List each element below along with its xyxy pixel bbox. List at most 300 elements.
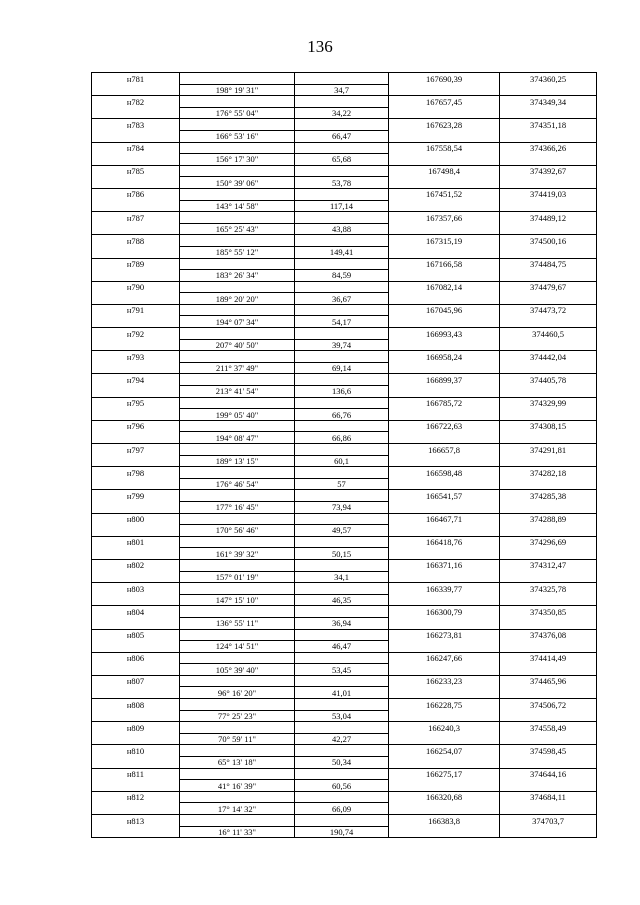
x-coordinate-cell: 166371,16 bbox=[389, 559, 500, 571]
segment-row bbox=[92, 130, 597, 142]
direction-angle-cell: 194° 07' 34" bbox=[180, 316, 295, 328]
segment-row bbox=[92, 177, 597, 189]
x-coordinate-cell: 166958,24 bbox=[389, 351, 500, 363]
point-row bbox=[92, 304, 597, 316]
point-cell-continued bbox=[92, 548, 180, 560]
direction-angle-cell: 124° 14' 51" bbox=[180, 641, 295, 653]
distance-cell: 42,27 bbox=[295, 733, 389, 745]
point-cell-continued bbox=[92, 316, 180, 328]
x-coordinate-cell: 166418,76 bbox=[389, 536, 500, 548]
angle-cell-empty bbox=[180, 513, 295, 525]
y-cell-continued bbox=[500, 246, 597, 258]
y-coordinate-cell: 374414,49 bbox=[500, 652, 597, 664]
point-name-cell: н787 bbox=[92, 212, 180, 224]
segment-row bbox=[92, 200, 597, 212]
x-cell-continued bbox=[389, 177, 500, 189]
y-coordinate-cell: 374296,69 bbox=[500, 536, 597, 548]
y-cell-continued bbox=[500, 293, 597, 305]
angle-cell-empty bbox=[180, 165, 295, 177]
x-cell-continued bbox=[389, 757, 500, 769]
x-cell-continued bbox=[389, 107, 500, 119]
x-coordinate-cell: 167045,96 bbox=[389, 304, 500, 316]
point-row bbox=[92, 235, 597, 247]
point-row bbox=[92, 606, 597, 618]
point-row bbox=[92, 212, 597, 224]
point-row bbox=[92, 119, 597, 131]
x-cell-continued bbox=[389, 617, 500, 629]
point-cell-continued bbox=[92, 246, 180, 258]
distance-cell-empty bbox=[295, 559, 389, 571]
y-coordinate-cell: 374376,08 bbox=[500, 629, 597, 641]
distance-cell-empty bbox=[295, 258, 389, 270]
distance-cell-empty bbox=[295, 583, 389, 595]
point-name-cell: н812 bbox=[92, 791, 180, 803]
distance-cell: 46,47 bbox=[295, 641, 389, 653]
y-cell-continued bbox=[500, 339, 597, 351]
point-cell-continued bbox=[92, 362, 180, 374]
direction-angle-cell: 16° 11' 33" bbox=[180, 826, 295, 838]
distance-cell: 66,76 bbox=[295, 409, 389, 421]
point-cell-continued bbox=[92, 617, 180, 629]
direction-angle-cell: 170° 56' 46" bbox=[180, 525, 295, 537]
point-name-cell: н783 bbox=[92, 119, 180, 131]
point-name-cell: н804 bbox=[92, 606, 180, 618]
angle-cell-empty bbox=[180, 791, 295, 803]
segment-row bbox=[92, 501, 597, 513]
point-cell-continued bbox=[92, 710, 180, 722]
y-cell-continued bbox=[500, 687, 597, 699]
angle-cell-empty bbox=[180, 258, 295, 270]
point-name-cell: н795 bbox=[92, 397, 180, 409]
point-cell-continued bbox=[92, 177, 180, 189]
distance-cell-empty bbox=[295, 652, 389, 664]
y-coordinate-cell: 374392,67 bbox=[500, 165, 597, 177]
direction-angle-cell: 150° 39' 06" bbox=[180, 177, 295, 189]
direction-angle-cell: 194° 08' 47" bbox=[180, 432, 295, 444]
x-coordinate-cell: 166275,17 bbox=[389, 768, 500, 780]
point-row bbox=[92, 73, 597, 85]
y-coordinate-cell: 374465,96 bbox=[500, 675, 597, 687]
distance-cell-empty bbox=[295, 420, 389, 432]
x-coordinate-cell: 166240,3 bbox=[389, 722, 500, 734]
x-coordinate-cell: 167623,28 bbox=[389, 119, 500, 131]
x-coordinate-cell: 166254,07 bbox=[389, 745, 500, 757]
direction-angle-cell: 189° 13' 15" bbox=[180, 455, 295, 467]
angle-cell-empty bbox=[180, 444, 295, 456]
x-coordinate-cell: 166233,23 bbox=[389, 675, 500, 687]
segment-row bbox=[92, 84, 597, 96]
distance-cell-empty bbox=[295, 699, 389, 711]
angle-cell-empty bbox=[180, 304, 295, 316]
x-coordinate-cell: 166247,66 bbox=[389, 652, 500, 664]
point-name-cell: н806 bbox=[92, 652, 180, 664]
point-name-cell: н789 bbox=[92, 258, 180, 270]
y-coordinate-cell: 374350,85 bbox=[500, 606, 597, 618]
segment-row bbox=[92, 223, 597, 235]
x-cell-continued bbox=[389, 780, 500, 792]
segment-row bbox=[92, 154, 597, 166]
angle-cell-empty bbox=[180, 559, 295, 571]
point-name-cell: н808 bbox=[92, 699, 180, 711]
segment-row bbox=[92, 293, 597, 305]
direction-angle-cell: 183° 26' 34" bbox=[180, 270, 295, 282]
y-cell-continued bbox=[500, 780, 597, 792]
segment-row bbox=[92, 571, 597, 583]
x-cell-continued bbox=[389, 803, 500, 815]
point-cell-continued bbox=[92, 757, 180, 769]
distance-cell-empty bbox=[295, 629, 389, 641]
y-cell-continued bbox=[500, 432, 597, 444]
point-cell-continued bbox=[92, 733, 180, 745]
angle-cell-empty bbox=[180, 420, 295, 432]
x-coordinate-cell: 167657,45 bbox=[389, 96, 500, 108]
direction-angle-cell: 176° 46' 54" bbox=[180, 478, 295, 490]
point-row bbox=[92, 258, 597, 270]
x-coordinate-cell: 166993,43 bbox=[389, 328, 500, 340]
angle-cell-empty bbox=[180, 815, 295, 827]
distance-cell-empty bbox=[295, 791, 389, 803]
distance-cell-empty bbox=[295, 142, 389, 154]
y-cell-continued bbox=[500, 478, 597, 490]
point-name-cell: н807 bbox=[92, 675, 180, 687]
distance-cell: 117,14 bbox=[295, 200, 389, 212]
y-cell-continued bbox=[500, 270, 597, 282]
direction-angle-cell: 17° 14' 32" bbox=[180, 803, 295, 815]
x-coordinate-cell: 167451,52 bbox=[389, 188, 500, 200]
distance-cell-empty bbox=[295, 212, 389, 224]
direction-angle-cell: 143° 14' 58" bbox=[180, 200, 295, 212]
angle-cell-empty bbox=[180, 351, 295, 363]
angle-cell-empty bbox=[180, 768, 295, 780]
y-cell-continued bbox=[500, 386, 597, 398]
x-coordinate-cell: 166273,81 bbox=[389, 629, 500, 641]
point-row bbox=[92, 351, 597, 363]
point-row bbox=[92, 142, 597, 154]
x-cell-continued bbox=[389, 571, 500, 583]
x-cell-continued bbox=[389, 316, 500, 328]
y-cell-continued bbox=[500, 617, 597, 629]
segment-row bbox=[92, 641, 597, 653]
point-name-cell: н792 bbox=[92, 328, 180, 340]
point-cell-continued bbox=[92, 84, 180, 96]
y-cell-continued bbox=[500, 641, 597, 653]
y-cell-continued bbox=[500, 177, 597, 189]
point-cell-continued bbox=[92, 803, 180, 815]
x-cell-continued bbox=[389, 386, 500, 398]
segment-row bbox=[92, 432, 597, 444]
point-name-cell: н782 bbox=[92, 96, 180, 108]
point-name-cell: н781 bbox=[92, 73, 180, 85]
y-cell-continued bbox=[500, 757, 597, 769]
point-cell-continued bbox=[92, 571, 180, 583]
distance-cell: 49,57 bbox=[295, 525, 389, 537]
point-row bbox=[92, 652, 597, 664]
y-coordinate-cell: 374349,34 bbox=[500, 96, 597, 108]
y-cell-continued bbox=[500, 316, 597, 328]
angle-cell-empty bbox=[180, 328, 295, 340]
y-cell-continued bbox=[500, 525, 597, 537]
x-coordinate-cell: 167166,58 bbox=[389, 258, 500, 270]
point-name-cell: н802 bbox=[92, 559, 180, 571]
y-cell-continued bbox=[500, 130, 597, 142]
angle-cell-empty bbox=[180, 212, 295, 224]
y-coordinate-cell: 374351,18 bbox=[500, 119, 597, 131]
distance-cell: 43,88 bbox=[295, 223, 389, 235]
x-coordinate-cell: 167498,4 bbox=[389, 165, 500, 177]
distance-cell-empty bbox=[295, 96, 389, 108]
segment-row bbox=[92, 107, 597, 119]
point-row bbox=[92, 815, 597, 827]
point-row bbox=[92, 536, 597, 548]
direction-angle-cell: 189° 20' 20" bbox=[180, 293, 295, 305]
point-cell-continued bbox=[92, 594, 180, 606]
distance-cell: 66,47 bbox=[295, 130, 389, 142]
point-name-cell: н796 bbox=[92, 420, 180, 432]
x-cell-continued bbox=[389, 687, 500, 699]
distance-cell-empty bbox=[295, 745, 389, 757]
point-row bbox=[92, 188, 597, 200]
y-cell-continued bbox=[500, 803, 597, 815]
point-cell-continued bbox=[92, 107, 180, 119]
y-cell-continued bbox=[500, 826, 597, 838]
direction-angle-cell: 65° 13' 18" bbox=[180, 757, 295, 769]
direction-angle-cell: 157° 01' 19" bbox=[180, 571, 295, 583]
segment-row bbox=[92, 246, 597, 258]
x-coordinate-cell: 166320,68 bbox=[389, 791, 500, 803]
angle-cell-empty bbox=[180, 583, 295, 595]
y-coordinate-cell: 374405,78 bbox=[500, 374, 597, 386]
x-cell-continued bbox=[389, 270, 500, 282]
point-name-cell: н811 bbox=[92, 768, 180, 780]
distance-cell: 50,15 bbox=[295, 548, 389, 560]
y-coordinate-cell: 374460,5 bbox=[500, 328, 597, 340]
y-coordinate-cell: 374366,26 bbox=[500, 142, 597, 154]
segment-row bbox=[92, 478, 597, 490]
point-name-cell: н805 bbox=[92, 629, 180, 641]
distance-cell: 53,04 bbox=[295, 710, 389, 722]
y-coordinate-cell: 374644,16 bbox=[500, 768, 597, 780]
point-row bbox=[92, 490, 597, 502]
direction-angle-cell: 185° 55' 12" bbox=[180, 246, 295, 258]
angle-cell-empty bbox=[180, 606, 295, 618]
x-cell-continued bbox=[389, 339, 500, 351]
distance-cell-empty bbox=[295, 606, 389, 618]
point-name-cell: н788 bbox=[92, 235, 180, 247]
y-cell-continued bbox=[500, 455, 597, 467]
x-coordinate-cell: 166785,72 bbox=[389, 397, 500, 409]
y-cell-continued bbox=[500, 664, 597, 676]
x-coordinate-cell: 166300,79 bbox=[389, 606, 500, 618]
distance-cell-empty bbox=[295, 328, 389, 340]
direction-angle-cell: 136° 55' 11" bbox=[180, 617, 295, 629]
x-cell-continued bbox=[389, 293, 500, 305]
x-cell-continued bbox=[389, 641, 500, 653]
point-row bbox=[92, 722, 597, 734]
segment-row bbox=[92, 548, 597, 560]
distance-cell: 41,01 bbox=[295, 687, 389, 699]
direction-angle-cell: 177° 16' 45" bbox=[180, 501, 295, 513]
segment-row bbox=[92, 826, 597, 838]
distance-cell-empty bbox=[295, 490, 389, 502]
distance-cell: 65,68 bbox=[295, 154, 389, 166]
distance-cell: 136,6 bbox=[295, 386, 389, 398]
distance-cell: 36,94 bbox=[295, 617, 389, 629]
x-cell-continued bbox=[389, 362, 500, 374]
distance-cell-empty bbox=[295, 675, 389, 687]
x-coordinate-cell: 166383,8 bbox=[389, 815, 500, 827]
angle-cell-empty bbox=[180, 397, 295, 409]
x-cell-continued bbox=[389, 154, 500, 166]
y-coordinate-cell: 374703,7 bbox=[500, 815, 597, 827]
y-coordinate-cell: 374291,81 bbox=[500, 444, 597, 456]
angle-cell-empty bbox=[180, 188, 295, 200]
point-row bbox=[92, 420, 597, 432]
distance-cell-empty bbox=[295, 397, 389, 409]
point-cell-continued bbox=[92, 386, 180, 398]
angle-cell-empty bbox=[180, 119, 295, 131]
point-row bbox=[92, 374, 597, 386]
point-name-cell: н793 bbox=[92, 351, 180, 363]
y-coordinate-cell: 374484,75 bbox=[500, 258, 597, 270]
point-cell-continued bbox=[92, 664, 180, 676]
segment-row bbox=[92, 617, 597, 629]
angle-cell-empty bbox=[180, 699, 295, 711]
point-cell-continued bbox=[92, 154, 180, 166]
segment-row bbox=[92, 386, 597, 398]
point-name-cell: н797 bbox=[92, 444, 180, 456]
x-cell-continued bbox=[389, 826, 500, 838]
coordinates-table bbox=[91, 72, 597, 838]
y-coordinate-cell: 374489,12 bbox=[500, 212, 597, 224]
angle-cell-empty bbox=[180, 745, 295, 757]
distance-cell: 60,56 bbox=[295, 780, 389, 792]
point-cell-continued bbox=[92, 826, 180, 838]
segment-row bbox=[92, 664, 597, 676]
angle-cell-empty bbox=[180, 73, 295, 85]
angle-cell-empty bbox=[180, 652, 295, 664]
distance-cell: 73,94 bbox=[295, 501, 389, 513]
distance-cell-empty bbox=[295, 304, 389, 316]
x-coordinate-cell: 166598,48 bbox=[389, 467, 500, 479]
x-cell-continued bbox=[389, 501, 500, 513]
direction-angle-cell: 147° 15' 10" bbox=[180, 594, 295, 606]
point-cell-continued bbox=[92, 687, 180, 699]
distance-cell-empty bbox=[295, 281, 389, 293]
point-row bbox=[92, 559, 597, 571]
y-cell-continued bbox=[500, 223, 597, 235]
distance-cell-empty bbox=[295, 722, 389, 734]
y-coordinate-cell: 374684,11 bbox=[500, 791, 597, 803]
x-cell-continued bbox=[389, 246, 500, 258]
distance-cell: 190,74 bbox=[295, 826, 389, 838]
distance-cell-empty bbox=[295, 513, 389, 525]
distance-cell: 39,74 bbox=[295, 339, 389, 351]
point-row bbox=[92, 467, 597, 479]
x-coordinate-cell: 167357,66 bbox=[389, 212, 500, 224]
y-cell-continued bbox=[500, 733, 597, 745]
distance-cell: 66,86 bbox=[295, 432, 389, 444]
direction-angle-cell: 70° 59' 11" bbox=[180, 733, 295, 745]
x-cell-continued bbox=[389, 478, 500, 490]
distance-cell-empty bbox=[295, 165, 389, 177]
angle-cell-empty bbox=[180, 536, 295, 548]
distance-cell: 57 bbox=[295, 478, 389, 490]
point-name-cell: н790 bbox=[92, 281, 180, 293]
point-row bbox=[92, 629, 597, 641]
point-row bbox=[92, 96, 597, 108]
y-coordinate-cell: 374308,15 bbox=[500, 420, 597, 432]
y-coordinate-cell: 374558,49 bbox=[500, 722, 597, 734]
segment-row bbox=[92, 455, 597, 467]
point-cell-continued bbox=[92, 223, 180, 235]
segment-row bbox=[92, 316, 597, 328]
angle-cell-empty bbox=[180, 675, 295, 687]
coordinates-table-body bbox=[92, 73, 597, 838]
segment-row bbox=[92, 710, 597, 722]
y-coordinate-cell: 374419,03 bbox=[500, 188, 597, 200]
segment-row bbox=[92, 687, 597, 699]
point-row bbox=[92, 165, 597, 177]
point-name-cell: н810 bbox=[92, 745, 180, 757]
point-cell-continued bbox=[92, 432, 180, 444]
point-name-cell: н803 bbox=[92, 583, 180, 595]
point-name-cell: н794 bbox=[92, 374, 180, 386]
x-coordinate-cell: 167315,19 bbox=[389, 235, 500, 247]
x-coordinate-cell: 166541,57 bbox=[389, 490, 500, 502]
segment-row bbox=[92, 525, 597, 537]
x-coordinate-cell: 167690,39 bbox=[389, 73, 500, 85]
direction-angle-cell: 198° 19' 31" bbox=[180, 84, 295, 96]
direction-angle-cell: 207° 40' 50" bbox=[180, 339, 295, 351]
x-coordinate-cell: 166339,77 bbox=[389, 583, 500, 595]
distance-cell-empty bbox=[295, 815, 389, 827]
x-cell-continued bbox=[389, 710, 500, 722]
direction-angle-cell: 176° 55' 04" bbox=[180, 107, 295, 119]
y-coordinate-cell: 374329,99 bbox=[500, 397, 597, 409]
segment-row bbox=[92, 803, 597, 815]
direction-angle-cell: 161° 39' 32" bbox=[180, 548, 295, 560]
x-cell-continued bbox=[389, 525, 500, 537]
direction-angle-cell: 77° 25' 23" bbox=[180, 710, 295, 722]
y-cell-continued bbox=[500, 84, 597, 96]
x-coordinate-cell: 167558,54 bbox=[389, 142, 500, 154]
distance-cell-empty bbox=[295, 351, 389, 363]
point-row bbox=[92, 281, 597, 293]
point-cell-continued bbox=[92, 501, 180, 513]
segment-row bbox=[92, 339, 597, 351]
y-cell-continued bbox=[500, 710, 597, 722]
distance-cell-empty bbox=[295, 374, 389, 386]
y-cell-continued bbox=[500, 594, 597, 606]
y-cell-continued bbox=[500, 571, 597, 583]
distance-cell: 46,35 bbox=[295, 594, 389, 606]
distance-cell: 69,14 bbox=[295, 362, 389, 374]
segment-row bbox=[92, 594, 597, 606]
y-coordinate-cell: 374442,04 bbox=[500, 351, 597, 363]
angle-cell-empty bbox=[180, 96, 295, 108]
segment-row bbox=[92, 757, 597, 769]
x-coordinate-cell: 166228,75 bbox=[389, 699, 500, 711]
y-cell-continued bbox=[500, 548, 597, 560]
point-name-cell: н784 bbox=[92, 142, 180, 154]
distance-cell-empty bbox=[295, 188, 389, 200]
point-row bbox=[92, 699, 597, 711]
angle-cell-empty bbox=[180, 374, 295, 386]
point-cell-continued bbox=[92, 339, 180, 351]
point-name-cell: н785 bbox=[92, 165, 180, 177]
point-cell-continued bbox=[92, 200, 180, 212]
distance-cell-empty bbox=[295, 536, 389, 548]
